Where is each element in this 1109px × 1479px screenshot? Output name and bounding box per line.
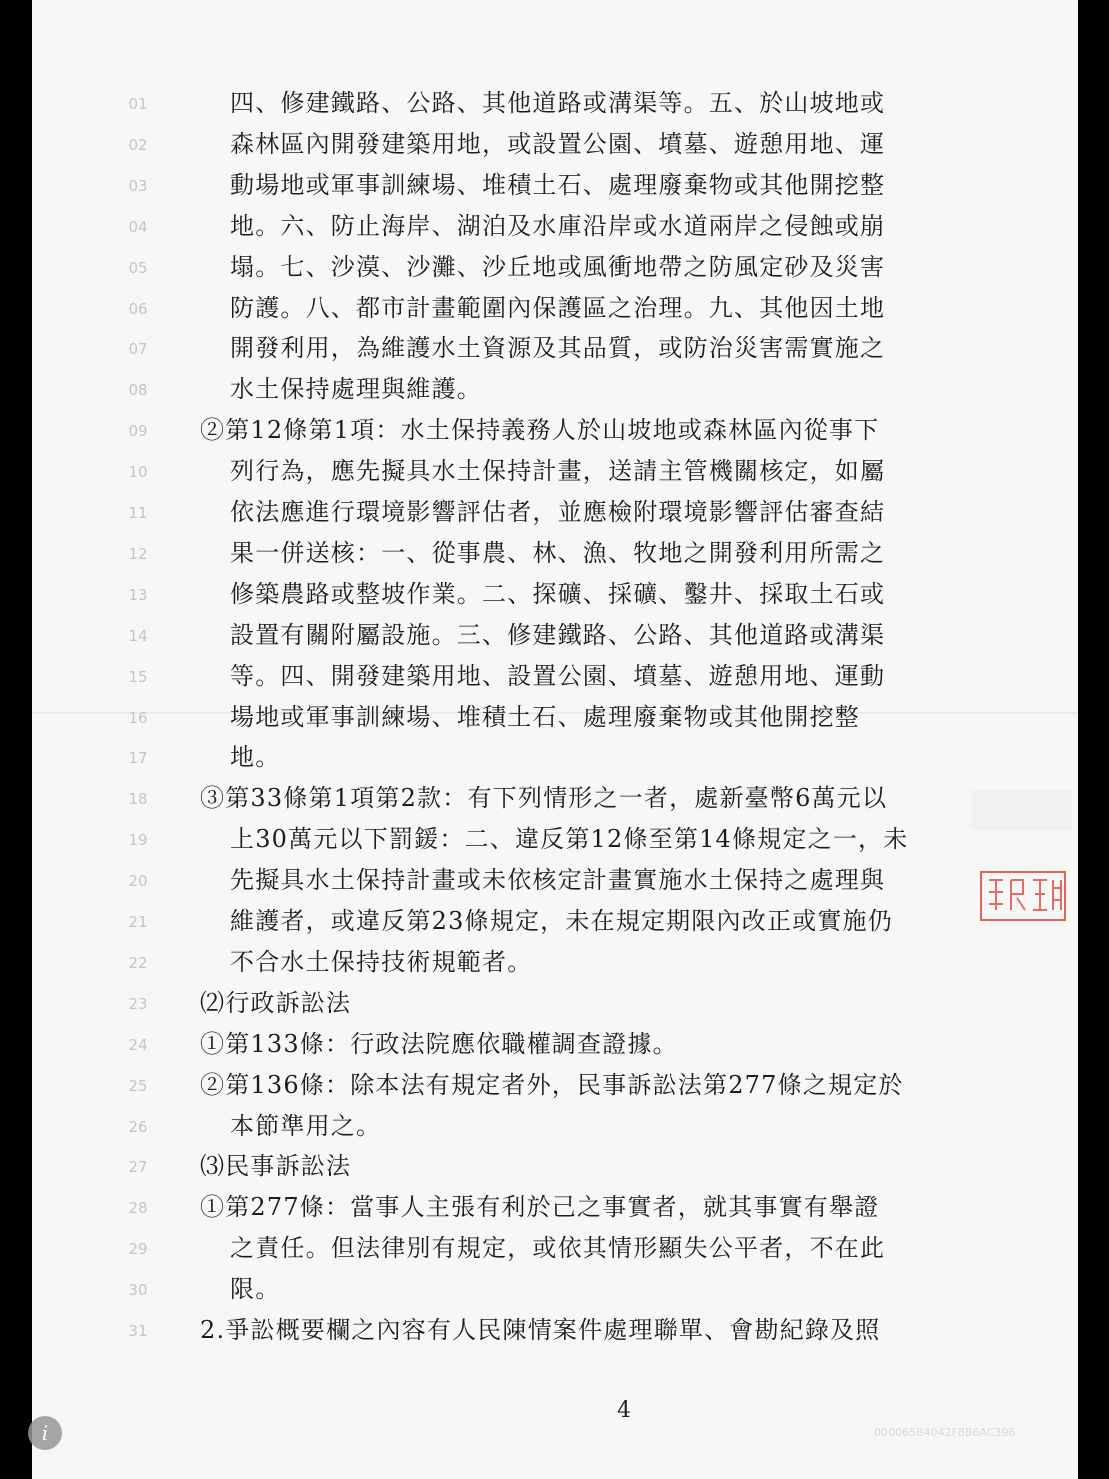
line-number: 19 bbox=[128, 831, 148, 850]
document-line: ⑶民事訴訟法 bbox=[200, 1152, 352, 1181]
line-number: 17 bbox=[128, 749, 148, 768]
line-number: 11 bbox=[128, 504, 148, 522]
line-number: 10 bbox=[128, 463, 148, 482]
line-number: 06 bbox=[128, 299, 148, 318]
document-line: 設置有關附屬設施。三、修建鐵路、公路、其他道路或溝渠 bbox=[230, 620, 886, 649]
line-number: 02 bbox=[128, 135, 148, 154]
document-line: ②第12條第1項：水土保持義務人於山坡地或森林區內從事下 bbox=[200, 416, 880, 445]
red-seal-stamp-icon bbox=[979, 868, 1067, 924]
document-line: 列行為，應先擬具水土保持計畫，送請主管機關核定，如屬 bbox=[230, 457, 886, 486]
line-number: 08 bbox=[128, 381, 148, 400]
document-code: 000065B4042F8B6AC396 bbox=[874, 1426, 1016, 1439]
line-number: 01 bbox=[128, 95, 148, 113]
document-line: ⑵行政訴訟法 bbox=[200, 988, 352, 1017]
line-number: 12 bbox=[128, 544, 148, 563]
document-line: 動場地或軍事訓練場、堆積土石、處理廢棄物或其他開挖整 bbox=[230, 170, 886, 199]
line-number: 26 bbox=[128, 1117, 148, 1136]
line-number: 29 bbox=[128, 1240, 148, 1259]
line-number: 31 bbox=[128, 1322, 148, 1340]
info-icon[interactable]: i bbox=[28, 1416, 62, 1450]
document-line: 修築農路或整坡作業。二、探礦、採礦、鑿井、採取土石或 bbox=[230, 579, 886, 608]
line-number: 27 bbox=[128, 1158, 148, 1177]
line-number: 23 bbox=[128, 994, 148, 1013]
line-number: 21 bbox=[128, 913, 148, 931]
document-line: 果一併送核：一、從事農、林、漁、牧地之開發利用所需之 bbox=[230, 538, 886, 567]
document-line: 地。 bbox=[230, 743, 281, 772]
document-line: 開發利用，為維護水土資源及其品質，或防治災害需實施之 bbox=[230, 334, 886, 363]
document-line: 依法應進行環境影響評估者，並應檢附環境影響評估審查結 bbox=[230, 498, 886, 526]
document-line: 塌。七、沙漠、沙灘、沙丘地或風衝地帶之防風定砂及災害 bbox=[230, 252, 886, 281]
document-line: ①第277條：當事人主張有利於己之事實者，就其事實有舉證 bbox=[200, 1193, 880, 1222]
show-through-mark bbox=[972, 790, 1072, 830]
line-number: 05 bbox=[128, 258, 148, 277]
document-line: 上30萬元以下罰鍰：二、違反第12條至第14條規定之一，未 bbox=[230, 825, 909, 854]
line-number: 18 bbox=[128, 790, 148, 809]
line-number: 13 bbox=[128, 585, 148, 604]
document-line: ②第136條：除本法有規定者外，民事訴訟法第277條之規定於 bbox=[200, 1070, 904, 1099]
document-line: 地。六、防止海岸、湖泊及水庫沿岸或水道兩岸之侵蝕或崩 bbox=[230, 211, 886, 240]
document-line: 水土保持處理與維護。 bbox=[230, 375, 482, 404]
document-line: 之責任。但法律別有規定，或依其情形顯失公平者，不在此 bbox=[230, 1234, 886, 1263]
line-number: 15 bbox=[128, 667, 148, 686]
line-number: 20 bbox=[128, 872, 148, 891]
document-page bbox=[32, 0, 1078, 1479]
line-number: 07 bbox=[128, 340, 148, 359]
document-line: 2.爭訟概要欄之內容有人民陳情案件處理聯單、會勘紀錄及照 bbox=[200, 1316, 881, 1344]
line-number: 25 bbox=[128, 1076, 148, 1095]
document-line: 防護。八、都市計畫範圍內保護區之治理。九、其他因土地 bbox=[230, 293, 886, 322]
line-number: 14 bbox=[128, 626, 148, 645]
document-line: 場地或軍事訓練場、堆積土石、處理廢棄物或其他開挖整 bbox=[230, 702, 860, 731]
line-number: 04 bbox=[128, 217, 148, 236]
line-number: 28 bbox=[128, 1199, 148, 1218]
line-number: 03 bbox=[128, 176, 148, 195]
line-number: 09 bbox=[128, 422, 148, 441]
line-number: 22 bbox=[128, 953, 148, 972]
document-line: 維護者，或違反第23條規定，未在規定期限內改正或實施仍 bbox=[230, 907, 893, 935]
document-line: 不合水土保持技術規範者。 bbox=[230, 947, 533, 976]
line-number: 16 bbox=[128, 708, 148, 727]
document-line: 限。 bbox=[230, 1275, 281, 1304]
document-line: 先擬具水土保持計畫或未依核定計畫實施水土保持之處理與 bbox=[230, 866, 886, 895]
document-line: ③第33條第1項第2款：有下列情形之一者，處新臺幣6萬元以 bbox=[200, 784, 888, 813]
page-number: 4 bbox=[617, 1398, 631, 1423]
document-line: 本節準用之。 bbox=[230, 1111, 382, 1140]
document-line: 四、修建鐵路、公路、其他道路或溝渠等。五、於山坡地或 bbox=[230, 89, 886, 117]
line-number: 30 bbox=[128, 1281, 148, 1300]
document-line: 等。四、開發建築用地、設置公園、墳墓、遊憩用地、運動 bbox=[230, 661, 886, 690]
document-line: 森林區內開發建築用地，或設置公園、墳墓、遊憩用地、運 bbox=[230, 129, 886, 158]
document-line: ①第133條：行政法院應依職權調查證據。 bbox=[200, 1029, 678, 1058]
line-number: 24 bbox=[128, 1035, 148, 1054]
